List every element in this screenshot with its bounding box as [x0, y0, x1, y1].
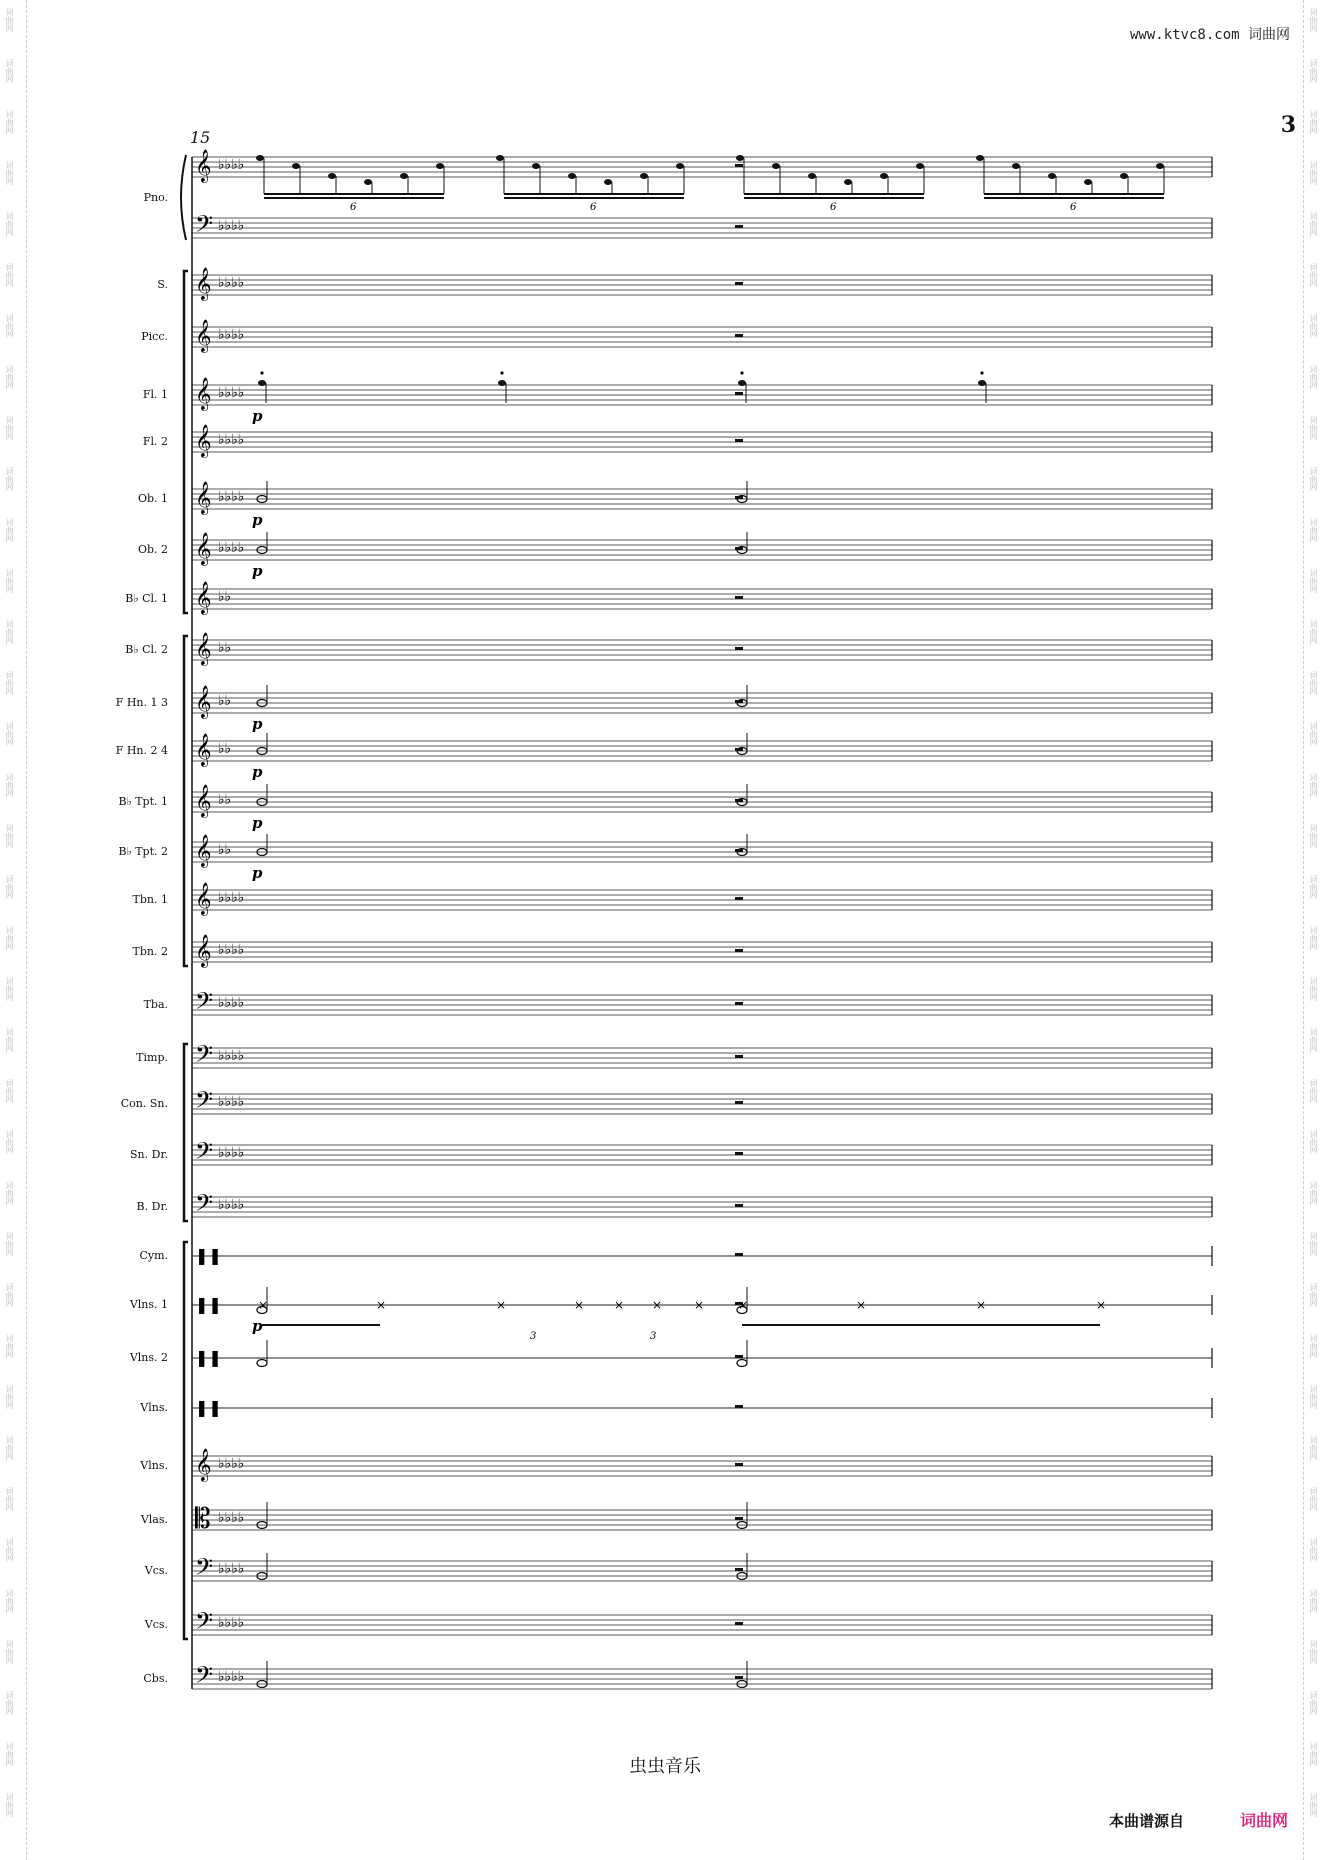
key-signature: ♭♭♭♭ — [218, 1094, 245, 1110]
instrument-label: Vcs. — [144, 1618, 168, 1631]
watermark-text: 词曲网 — [5, 569, 14, 593]
note-head — [676, 163, 684, 169]
instrument-label: B. Dr. — [136, 1200, 168, 1213]
note-head — [364, 179, 372, 185]
watermark-text: 词曲网 — [5, 722, 14, 746]
whole-rest — [735, 225, 743, 228]
watermark-text: 词曲网 — [5, 8, 14, 32]
watermark-text: 词曲网 — [1309, 8, 1318, 32]
watermark-text: 词曲网 — [5, 773, 14, 797]
watermark-text: 词曲网 — [1309, 416, 1318, 440]
instrument-label: Tba. — [143, 998, 168, 1011]
watermark-text: 词曲网 — [5, 1232, 14, 1256]
watermark-text: 词曲网 — [5, 1028, 14, 1052]
group-bracket — [184, 636, 188, 966]
instrument-label: Vcs. — [144, 1564, 168, 1577]
watermark-text: 词曲网 — [5, 1742, 14, 1766]
watermark-text: 词曲网 — [5, 161, 14, 185]
note-head — [880, 173, 888, 179]
dynamic-mark: p — [252, 864, 263, 882]
dynamic-mark: p — [252, 511, 263, 529]
half-note — [737, 1360, 747, 1367]
key-signature: ♭♭♭♭ — [218, 275, 245, 291]
watermark-text: 词曲网 — [1309, 1589, 1318, 1613]
watermark-text: 词曲网 — [5, 1181, 14, 1205]
clef-icon: 𝄞 — [195, 632, 212, 665]
watermark-text: 词曲网 — [5, 467, 14, 491]
note-head — [1048, 173, 1056, 179]
instrument-label: Vlns. — [140, 1401, 168, 1414]
watermark-text: 词曲网 — [5, 1487, 14, 1511]
watermark-text: 词曲网 — [1309, 1079, 1318, 1103]
watermark-text: 词曲网 — [1309, 1283, 1318, 1307]
percussion-clef-icon: ❚❚ — [195, 1246, 222, 1265]
piano-brace — [181, 155, 186, 240]
x-notehead: × — [614, 1298, 625, 1312]
whole-rest — [735, 1152, 743, 1155]
group-bracket — [184, 271, 188, 613]
key-signature: ♭♭♭♭ — [218, 540, 245, 556]
clef-icon: 𝄢 — [195, 1607, 214, 1640]
whole-rest — [735, 1463, 743, 1466]
clef-icon: 𝄞 — [195, 1448, 212, 1481]
watermark-text: 词曲网 — [1309, 671, 1318, 695]
note-head — [604, 179, 612, 185]
key-signature: ♭♭♭♭ — [218, 489, 245, 505]
note-head — [292, 163, 300, 169]
clef-icon: 𝄞 — [195, 532, 212, 565]
instrument-label: Ob. 2 — [137, 543, 168, 556]
watermark-text: 词曲网 — [1309, 1181, 1318, 1205]
x-notehead: × — [376, 1298, 387, 1312]
watermark-text: 词曲网 — [1309, 467, 1318, 491]
percussion-clef-icon: ❚❚ — [195, 1348, 222, 1367]
tuplet-number: 6 — [590, 202, 597, 213]
watermark-text: 词曲网 — [5, 1079, 14, 1103]
watermark-text: 词曲网 — [5, 365, 14, 389]
clef-icon: 𝄞 — [195, 685, 212, 718]
watermark-text: 词曲网 — [1309, 926, 1318, 950]
clef-icon: 𝄡 — [195, 1502, 211, 1535]
whole-rest — [735, 282, 743, 285]
clef-icon: 𝄞 — [195, 834, 212, 867]
note-head — [772, 163, 780, 169]
instrument-label: S. — [157, 278, 168, 291]
clef-icon: 𝄞 — [195, 377, 212, 410]
clef-icon: 𝄞 — [195, 481, 212, 514]
key-signature: ♭♭ — [218, 741, 232, 757]
watermark-text: 词曲网 — [5, 1283, 14, 1307]
watermark-text: 词曲网 — [1309, 1538, 1318, 1562]
key-signature: ♭♭♭♭ — [218, 1197, 245, 1213]
note-head — [808, 173, 816, 179]
key-signature: ♭♭♭♭ — [218, 385, 245, 401]
whole-rest — [735, 1405, 743, 1408]
key-signature: ♭♭♭♭ — [218, 1561, 245, 1577]
watermark-text: 词曲网 — [5, 824, 14, 848]
group-bracket — [184, 1044, 188, 1221]
key-signature: ♭♭♭♭ — [218, 1145, 245, 1161]
whole-rest — [735, 1204, 743, 1207]
dynamic-mark: p — [252, 407, 263, 425]
footer-source-text: 本曲谱源自 — [1108, 1812, 1184, 1830]
instrument-label: Vlas. — [140, 1513, 168, 1526]
instrument-label: B♭ Tpt. 1 — [118, 795, 168, 808]
clef-icon: 𝄞 — [195, 882, 212, 915]
half-note — [257, 1360, 267, 1367]
whole-rest — [735, 1676, 743, 1679]
watermark-text: 词曲网 — [1309, 212, 1318, 236]
watermark-text: 词曲网 — [1309, 314, 1318, 338]
watermark-text: 词曲网 — [1309, 1742, 1318, 1766]
x-notehead: × — [652, 1298, 663, 1312]
watermark-text: 词曲网 — [5, 1538, 14, 1562]
instrument-label: Vlns. — [140, 1459, 168, 1472]
watermark-text: 词曲网 — [1309, 518, 1318, 542]
key-signature: ♭♭♭♭ — [218, 1615, 245, 1631]
clef-icon: 𝄢 — [195, 1553, 214, 1586]
note-head — [916, 163, 924, 169]
x-notehead: × — [694, 1298, 705, 1312]
note-head — [844, 179, 852, 185]
whole-rest — [735, 164, 743, 167]
x-notehead: × — [976, 1298, 987, 1312]
watermark-text: 词曲网 — [5, 1385, 14, 1409]
watermark-text: 词曲网 — [5, 518, 14, 542]
whole-rest — [735, 1002, 743, 1005]
key-signature: ♭♭♭♭ — [218, 218, 245, 234]
note-head — [1156, 163, 1164, 169]
watermark-text: 词曲网 — [1309, 1130, 1318, 1154]
instrument-label: Con. Sn. — [120, 1097, 168, 1110]
note-head — [1012, 163, 1020, 169]
footer-logo[interactable]: 词曲网 — [1239, 1811, 1288, 1830]
note-head — [976, 155, 984, 161]
key-signature: ♭♭ — [218, 792, 232, 808]
key-signature: ♭♭♭♭ — [218, 995, 245, 1011]
note-head — [496, 155, 504, 161]
watermark-text: 词曲网 — [1309, 620, 1318, 644]
clef-icon: 𝄞 — [195, 934, 212, 967]
instrument-label: Tbn. 2 — [132, 945, 168, 958]
note-head — [1120, 173, 1128, 179]
key-signature: ♭♭♭♭ — [218, 1669, 245, 1685]
watermark-text: 词曲网 — [1309, 569, 1318, 593]
whole-rest — [735, 334, 743, 337]
watermark-text: 词曲网 — [5, 212, 14, 236]
percussion-clef-icon: ❚❚ — [195, 1295, 222, 1314]
tuplet-number: 6 — [350, 202, 357, 213]
clef-icon: 𝄢 — [195, 1137, 214, 1170]
dynamic-mark: p — [252, 562, 263, 580]
dynamic-mark: p — [252, 814, 263, 832]
key-signature: ♭♭♭♭ — [218, 327, 245, 343]
x-notehead: × — [496, 1298, 507, 1312]
instrument-label: Vlns. 1 — [129, 1298, 168, 1311]
clef-icon: 𝄞 — [195, 319, 212, 352]
clef-icon: 𝄢 — [195, 1661, 214, 1694]
x-notehead: × — [1096, 1298, 1107, 1312]
watermark-text: 词曲网 — [1309, 1334, 1318, 1358]
whole-rest — [735, 392, 743, 395]
whole-rest — [735, 1253, 743, 1256]
footer-credit: 虫虫音乐 — [629, 1756, 701, 1777]
clef-icon: 𝄞 — [195, 581, 212, 614]
group-bracket — [184, 1242, 188, 1639]
whole-rest — [735, 1568, 743, 1571]
watermark-text: 词曲网 — [1309, 875, 1318, 899]
tuplet-number: 3 — [530, 1331, 537, 1342]
note-head — [436, 163, 444, 169]
whole-rest — [735, 439, 743, 442]
key-signature: ♭♭ — [218, 640, 232, 656]
clef-icon: 𝄢 — [195, 1189, 214, 1222]
clef-icon: 𝄢 — [195, 1086, 214, 1119]
watermark-text: 词曲网 — [1309, 722, 1318, 746]
staccato-dot — [740, 371, 743, 374]
whole-rest — [735, 949, 743, 952]
note-head — [400, 173, 408, 179]
clef-icon: 𝄞 — [195, 733, 212, 766]
staccato-dot — [260, 371, 263, 374]
note-head — [978, 380, 986, 386]
instrument-label: Ob. 1 — [137, 492, 168, 505]
watermark-text: 词曲网 — [5, 977, 14, 1001]
note-head — [738, 380, 746, 386]
watermark-text: 词曲网 — [5, 620, 14, 644]
x-notehead: × — [738, 1298, 749, 1312]
watermark-text: 词曲网 — [1309, 161, 1318, 185]
watermark-text: 词曲网 — [1309, 1385, 1318, 1409]
watermark-text: 词曲网 — [5, 1691, 14, 1715]
watermark-text: 词曲网 — [1309, 1487, 1318, 1511]
watermark-text: 词曲网 — [1309, 365, 1318, 389]
watermark-text: 词曲网 — [1309, 1436, 1318, 1460]
instrument-label: Cbs. — [143, 1672, 168, 1685]
note-head — [1084, 179, 1092, 185]
key-signature: ♭♭♭♭ — [218, 1510, 245, 1526]
watermark-text: 词曲网 — [5, 1793, 14, 1817]
staccato-dot — [980, 371, 983, 374]
watermark-text: 词曲网 — [1309, 773, 1318, 797]
dynamic-mark: p — [252, 1317, 263, 1335]
instrument-label: B♭ Tpt. 2 — [118, 845, 168, 858]
watermark-text: 词曲网 — [5, 263, 14, 287]
instrument-label: Pno. — [143, 190, 168, 204]
instrument-label: Tbn. 1 — [132, 893, 168, 906]
whole-rest — [735, 1055, 743, 1058]
instrument-label: Cym. — [139, 1249, 168, 1262]
whole-rest — [735, 1622, 743, 1625]
clef-icon: 𝄞 — [195, 267, 212, 300]
clef-icon: 𝄞 — [195, 424, 212, 457]
watermark-text: 词曲网 — [1309, 977, 1318, 1001]
tuplet-number: 6 — [1070, 202, 1077, 213]
watermark-text: 词曲网 — [5, 314, 14, 338]
instrument-label: B♭ Cl. 1 — [125, 592, 168, 605]
watermark-text: 词曲网 — [1309, 110, 1318, 134]
x-notehead: × — [258, 1298, 269, 1312]
note-head — [256, 155, 264, 161]
clef-icon: 𝄢 — [195, 210, 214, 243]
measure-number: 15 — [190, 128, 211, 147]
instrument-label: Fl. 1 — [142, 388, 168, 401]
whole-rest — [735, 1101, 743, 1104]
watermark-text: 词曲网 — [1309, 59, 1318, 83]
instrument-label: F Hn. 1 3 — [115, 696, 168, 709]
instrument-label: Vlns. 2 — [129, 1351, 168, 1364]
instrument-label: B♭ Cl. 2 — [125, 643, 168, 656]
watermark-text: 词曲网 — [5, 1589, 14, 1613]
note-head — [498, 380, 506, 386]
watermark-text: 词曲网 — [1309, 1691, 1318, 1715]
key-signature: ♭♭♭♭ — [218, 157, 245, 173]
clef-icon: 𝄞 — [195, 784, 212, 817]
note-head — [328, 173, 336, 179]
watermark-text: 词曲网 — [5, 1334, 14, 1358]
clef-icon: 𝄢 — [195, 987, 214, 1020]
key-signature: ♭♭♭♭ — [218, 890, 245, 906]
watermark-text: 词曲网 — [5, 875, 14, 899]
watermark-text: 词曲网 — [5, 110, 14, 134]
key-signature: ♭♭ — [218, 693, 232, 709]
watermark-text: 词曲网 — [5, 416, 14, 440]
instrument-label: Sn. Dr. — [130, 1148, 168, 1161]
watermark-text: 词曲网 — [5, 1436, 14, 1460]
whole-rest — [735, 596, 743, 599]
watermark-text: 词曲网 — [1309, 263, 1318, 287]
instrument-label: F Hn. 2 4 — [115, 744, 168, 757]
staccato-dot — [500, 371, 503, 374]
note-head — [736, 155, 744, 161]
note-head — [532, 163, 540, 169]
watermark-text: 词曲网 — [1309, 1793, 1318, 1817]
key-signature: ♭♭ — [218, 589, 232, 605]
tuplet-number: 3 — [650, 1331, 657, 1342]
watermark-text: 词曲网 — [1309, 1028, 1318, 1052]
watermark-text: 词曲网 — [5, 1130, 14, 1154]
note-head — [568, 173, 576, 179]
tuplet-number: 6 — [830, 202, 837, 213]
whole-rest — [735, 1355, 743, 1358]
watermark-text: 词曲网 — [5, 1640, 14, 1664]
x-notehead: × — [574, 1298, 585, 1312]
instrument-label: Picc. — [141, 330, 168, 343]
clef-icon: 𝄢 — [195, 1040, 214, 1073]
watermark-text: 词曲网 — [5, 671, 14, 695]
site-url[interactable]: www.ktvc8.com 词曲网 — [1129, 27, 1290, 43]
key-signature: ♭♭♭♭ — [218, 1048, 245, 1064]
page-number: 3 — [1280, 112, 1296, 138]
instrument-label: Timp. — [136, 1051, 168, 1064]
watermark-text: 词曲网 — [1309, 1640, 1318, 1664]
whole-rest — [735, 1517, 743, 1520]
instrument-label: Fl. 2 — [142, 435, 168, 448]
dynamic-mark: p — [252, 715, 263, 733]
key-signature: ♭♭♭♭ — [218, 942, 245, 958]
watermark-text: 词曲网 — [5, 926, 14, 950]
key-signature: ♭♭♭♭ — [218, 432, 245, 448]
percussion-clef-icon: ❚❚ — [195, 1398, 222, 1417]
dynamic-mark: p — [252, 763, 263, 781]
x-notehead: × — [856, 1298, 867, 1312]
watermark-text: 词曲网 — [1309, 824, 1318, 848]
whole-rest — [735, 647, 743, 650]
key-signature: ♭♭♭♭ — [218, 1456, 245, 1472]
clef-icon: 𝄞 — [195, 149, 212, 182]
watermark-text: 词曲网 — [5, 59, 14, 83]
note-head — [258, 380, 266, 386]
watermark-text: 词曲网 — [1309, 1232, 1318, 1256]
key-signature: ♭♭ — [218, 842, 232, 858]
note-head — [640, 173, 648, 179]
whole-rest — [735, 897, 743, 900]
